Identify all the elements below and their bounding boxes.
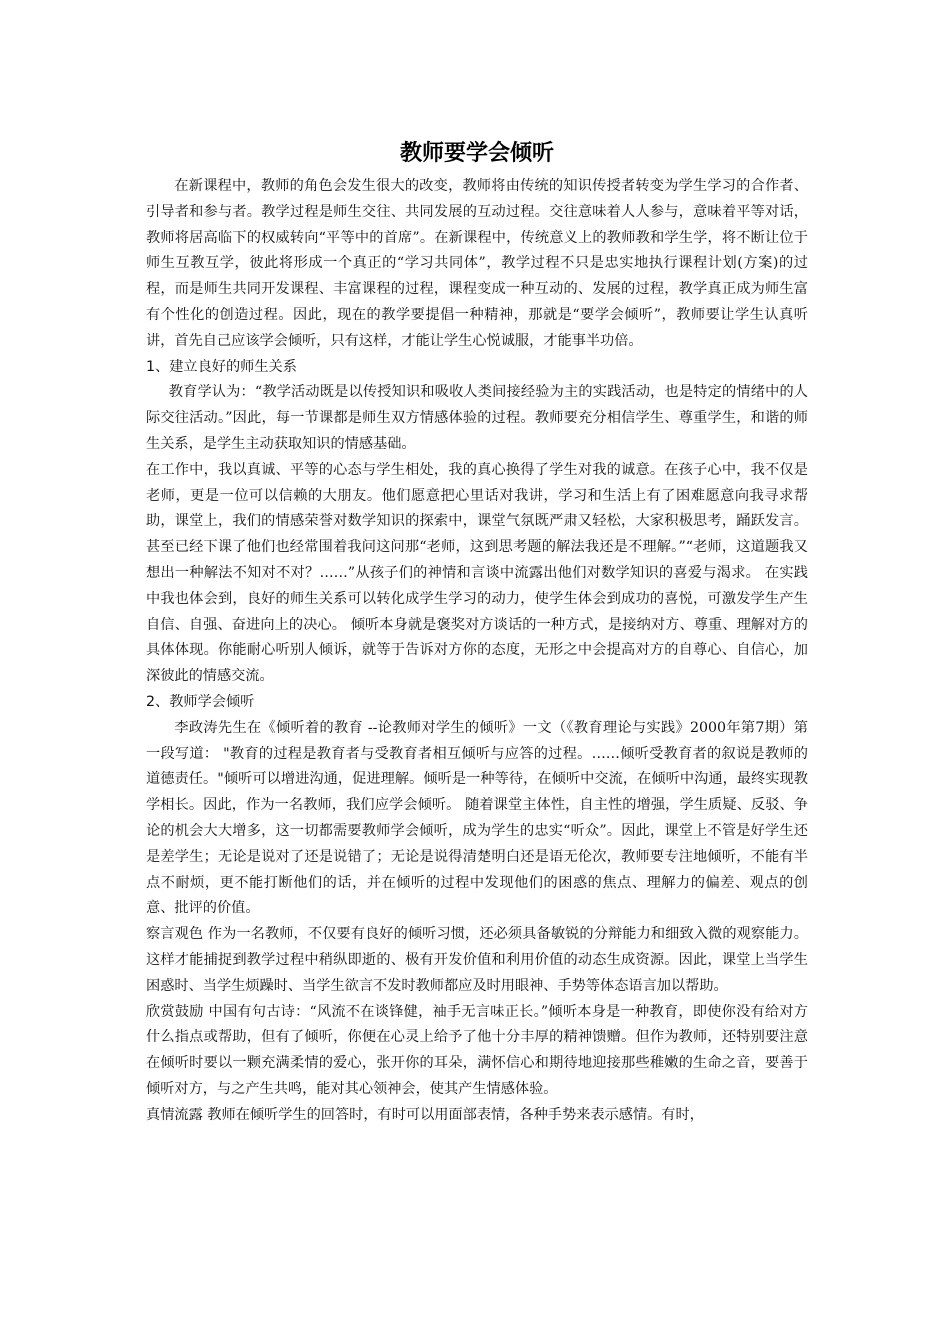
section-1-heading: 1、建立良好的师生关系 — [146, 358, 297, 375]
intro-paragraph: 在新课程中，教师的角色会发生很大的改变，教师将由传统的知识传授者转变为学生学习的合作者、引导者和参与者。教学过程是师生交往、共同发展的互动过程。交往意味着人人参与，意味着平等对话，教师将居高临下的权威转向“平等中的首席”。在新课程中，传统意义上的教师教和学生学，将不断让位于师生互教互学，彼此将形成一个真正的“学习共同体”，教学过程不只是忠实地执行课程计划(方案)的过程，而是师生共同开发课程、丰富课程的过程，课程变成一种互动的、发展的过程，教学真正成为师生富有个性化的创造过程。因此，现在的教学要提倡一种精神，那就是“要学会倾听”，教师要让学生认真听讲，首先自己应该学会倾听，只有这样，才能让学生心悦诚服，才能事半功倍。 — [146, 178, 808, 349]
sincere-text: 教师在倾听学生的回答时，有时可以用面部表情，各种手势来表示感情。有时， — [202, 1106, 704, 1123]
section-1-paragraph-2: 在工作中，我以真诚、平等的心态与学生相处，我的真心换得了学生对我的诚意。在孩子心中，我不仅是老师，更是一位可以信赖的大朋友。他们愿意把心里话对我讲，学习和生活上有了困难愿意向我寻求帮助，课堂上，我们的情感荣誉对数学知识的探索中，课堂气氛既严肃又轻松，大家积极思考，踊跃发言。甚至已经下课了他们也经常围着我问这问那“老师，这到思考题的解法我还是不理解。”“老师，这道题我又想出一种解法不知对不对？……”从孩子们的神情和言谈中流露出他们对数学知识的喜爱与渴求。 在实践中我也体会到，良好的师生关系可以转化成学生学习的动力，使学生体会到成功的喜悦，可激发学生产生自信、自强、奋进向上的决心。 倾听本身就是褒奖对方谈话的一种方式，是接纳对方、尊重、理解对方的具体体现。你能耐心听别人倾诉，就等于告诉对方你的态度，无形之中会提高对方的自尊心、自信心，加深彼此的情感交流。 — [146, 461, 808, 685]
observe-text: 作为一名教师，不仅要有良好的倾听习惯，还必须具备敏锐的分辩能力和细致入微的观察能力。这样才能捕捉到教学过程中稍纵即逝的、极有开发价值和利用价值的动态生成资源。因此，课堂上当学生困惑时、当学生烦躁时、当学生欲言不发时教师都应及时用眼神、手势等体态语言加以帮助。 — [146, 926, 808, 994]
section-1-paragraph-1: 教育学认为：“教学活动既是以传授知识和吸收人类间接经验为主的实践活动，也是特定的情绪中的人际交往活动。”因此，每一节课都是师生双方情感体验的过程。教师要充分相信学生、尊重学生，和谐的师生关系，是学生主动获取知识的情感基础。 — [146, 384, 808, 452]
document-page — [146, 0, 808, 1344]
appreciate-text: 中国有句古诗：“风流不在谈锋健，袖手无言味正长。”倾听本身是一种教育，即使你没有给对方什么指点或帮助，但有了倾听，你便在心灵上给予了他十分丰厚的精神馈赠。但作为教师，还特别要注意在倾听时要以一颗充满柔情的爱心，张开你的耳朵，满怀信心和期待地迎接那些稚嫩的生命之音，要善于倾听对方，与之产生共鸣，能对其心领神会，使其产生情感体验。 — [146, 1003, 808, 1097]
section-2-paragraph-observe — [146, 922, 808, 999]
section-2-paragraph-appreciate — [146, 1000, 808, 1103]
section-2-paragraph-sincere — [146, 1103, 808, 1129]
sincere-lead: 真情流露 — [146, 1106, 203, 1123]
section-2-paragraph-1: 李政涛先生在《倾听着的教育 --论教师对学生的倾听》一文（《教育理论与实践》2000年第7期）第一段写道： "教育的过程是教育者与受教育者相互倾听与应答的过程。……倾听受教育者的叙说是教师的道德责任。"倾听可以增进沟通，促进理解。倾听是一种等待，在倾听中交流，在倾听中沟通，最终实现教学相长。因此，作为一名教师，我们应学会倾听。 随着课堂主体性，自主性的增强，学生质疑、反驳、争论的机会大大增多，这一切都需要教师学会倾听，成为学生的忠实“听众”。因此，课堂上不管是好学生还是差学生；无论是说对了还是说错了；无论是说得清楚明白还是语无伦次，教师要专注地倾听，不能有半点不耐烦，更不能打断他们的话，并在倾听的过程中发现他们的困惑的焦点、理解力的偏差、观点的创意、批评的价值。 — [146, 719, 808, 917]
appreciate-lead: 欣赏鼓励 — [146, 1003, 204, 1020]
section-2-heading: 2、教师学会倾听 — [146, 693, 255, 710]
document-title: 教师要学会倾听 — [399, 141, 554, 166]
document-body — [146, 174, 808, 1128]
observe-lead: 察言观色 — [146, 926, 204, 943]
